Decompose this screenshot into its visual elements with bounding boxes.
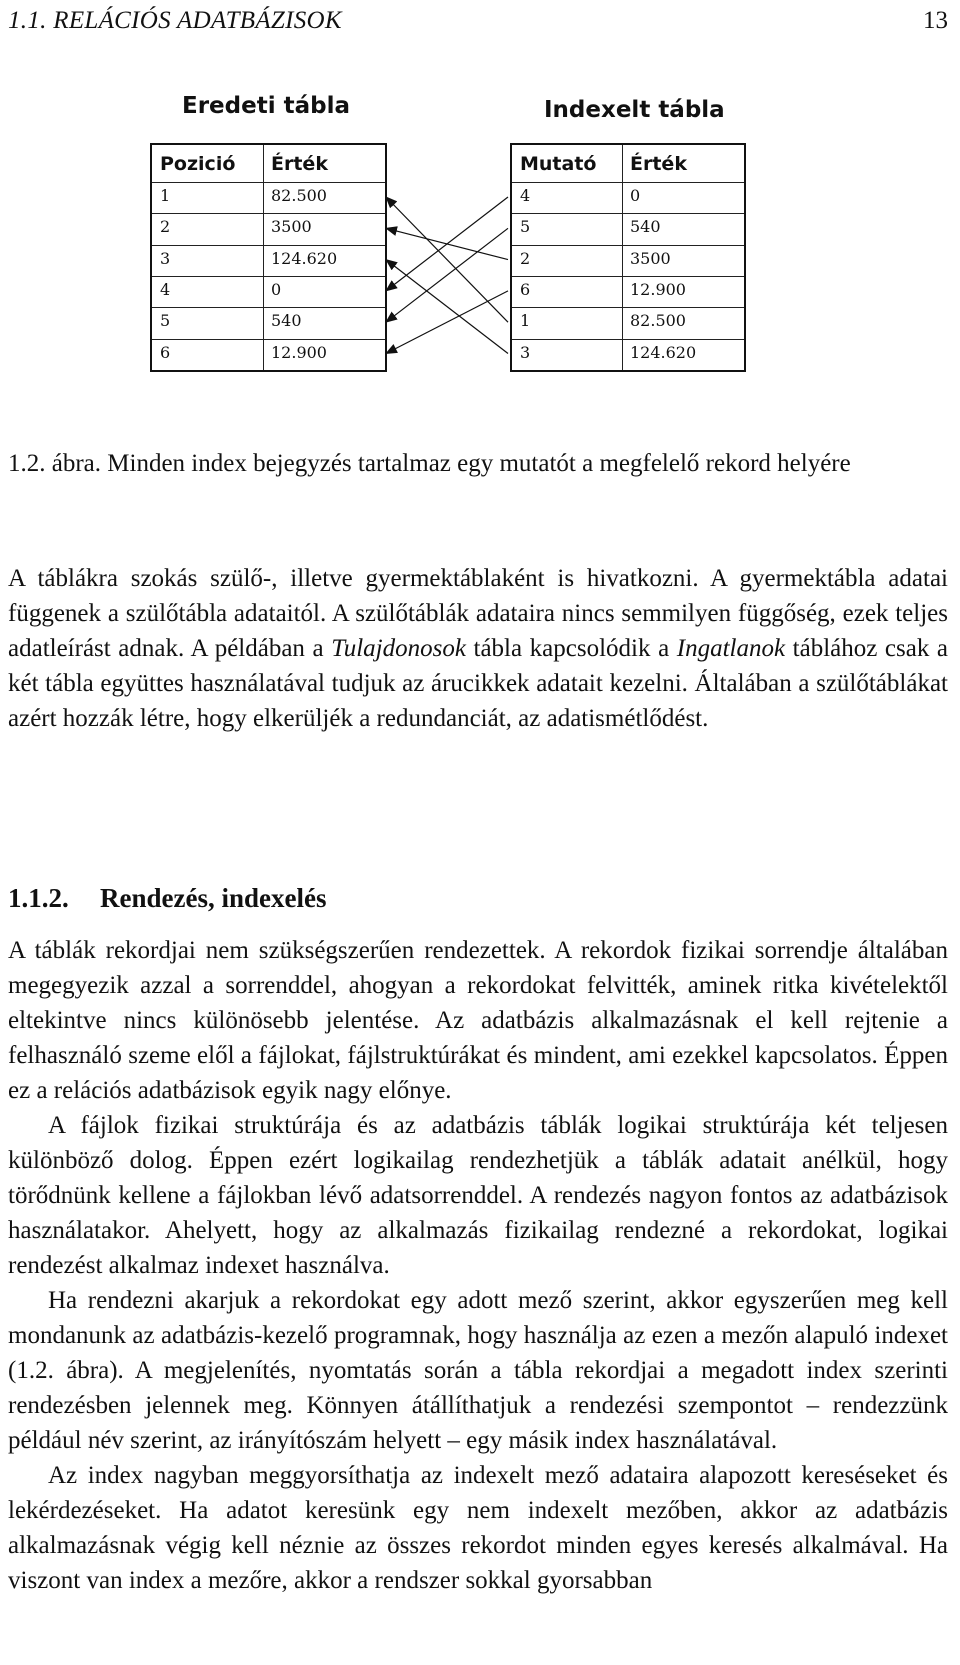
para1-text-b: tábla kapcsolódik a <box>465 635 677 662</box>
original-table-cell: 0 <box>271 279 282 299</box>
indexed-table-cell: 3500 <box>630 248 671 268</box>
indexed-table-cell: 124.620 <box>630 342 697 362</box>
pointer-arrow <box>386 228 508 322</box>
index-pointer-arrows <box>0 0 960 420</box>
para1-emph-ingatlanok: Ingatlanok <box>676 635 786 662</box>
indexed-table-cell: 6 <box>520 279 531 299</box>
original-table-cell: 5 <box>160 311 171 331</box>
pointer-arrow <box>386 197 508 322</box>
indexed-table-cell: 82.500 <box>630 311 686 331</box>
paragraph-3: Ha rendezni akarjuk a rekordokat egy adott mező szerint, akkor egyszerűen meg kell mondanunk az adatbázis-kezelő programnak, hogy használja az ezen a mezőn alapuló indexet (1.2. ábra). A megjelenítés, nyomtatás során a tábla rekordjai a megadott index szerinti rendezésben jelennek meg. Könnyen átállíthatjuk a rendezési szempontot – rendezzünk például név szerint, az irányítószám helyett – egy másik index használatával. <box>8 1287 948 1454</box>
paragraph-1: A táblák rekordjai nem szükségszerűen rendezettek. A rekordok fizikai sorrendje általában megegyezik azzal a sorrenddel, ahogyan a rekordokat felvitték, aminek ritka kivételektől eltekintve nincs különösebb jelentése. Az adatbázis alkalmazásnak el kell rejtenie a felhasználó szeme elől a fájlokat, fájlstruktúrákat és mindent, ami ezekkel kapcsolatos. Éppen ez a relációs adatbázisok egyik nagy előnye. <box>8 937 948 1104</box>
paragraph-2: A fájlok fizikai struktúrája és az adatbázis táblák logikai struktúrája két teljesen különböző dolog. Éppen ezért logikailag rendezhetjük a táblák adatait anélkül, hogy törődnünk kellene a fájlokban lévő adatsorrenddel. A rendezés nagyon fontos az adatbázisok használatakor. Ahelyett, hogy az alkalmazás fizikailag rendezné a rekordokat, logikai rendezést alkalmaz indexet használva. <box>8 1112 948 1279</box>
indexed-table-header-value: Érték <box>630 153 687 175</box>
pointer-arrow <box>386 228 508 259</box>
original-table-cell: 82.500 <box>271 186 327 205</box>
pointer-arrow <box>386 291 508 354</box>
indexed-table-cell: 0 <box>630 186 641 205</box>
indexed-table-cell: 3 <box>520 342 531 362</box>
original-table-cell: 4 <box>160 279 171 299</box>
original-table-cell: 124.620 <box>271 248 338 268</box>
indexed-table-cell: 4 <box>520 186 531 205</box>
section-body <box>8 933 948 1598</box>
para1-emph-tulajdonosok: Tulajdonosok <box>331 635 466 662</box>
section-title-text: Rendezés, indexelés <box>100 883 327 913</box>
figure-caption: 1.2. ábra. Minden index bejegyzés tartalmaz egy mutatót a megfelelő rekord helyére <box>8 450 851 477</box>
original-table-cell: 12.900 <box>271 342 327 362</box>
original-table-cell: 3 <box>160 248 171 268</box>
original-table-cell: 2 <box>160 217 171 237</box>
original-table-title: Eredeti tábla <box>182 93 350 119</box>
indexed-table-title: Indexelt tábla <box>544 97 725 123</box>
para1-text-a: A táblákra szokás szülő-, illetve gyermektáblaként is hivatkozni. A gyermektábla adatai függenek a szülőtábla adataitól. A szülőtáblák adataira nincs semmilyen függőség, ezek teljes adatleírást adnak. A példában a <box>8 565 948 662</box>
indexed-table-header-key: Mutató <box>520 153 597 175</box>
paragraph-4: Az index nagyban meggyorsíthatja az indexelt mező adataira alapozott kereséseket és lekérdezéseket. Ha adatot keresünk egy nem indexelt mezőben, akkor az adatbázis alkalmazásnak végig kell néznie az összes rekordot minden egyes keresés alkalmával. Ha viszont van index a mezőre, akkor a rendszer sokkal gyorsabban <box>8 1462 948 1594</box>
indexed-table-cell: 2 <box>520 248 531 268</box>
para1-text-c: táblához csak a két tábla együttes használatával tudjuk az árucikkek adatait kezelni. Általában a szülőtáblákat azért hozzák létre, hogy elkerüljék a redundanciát, az adatismétlődést. <box>8 635 949 732</box>
original-table-cell: 6 <box>160 342 171 362</box>
indexed-table-cell: 1 <box>520 311 531 331</box>
section-heading <box>8 880 326 916</box>
paragraph-parent-child <box>8 561 948 736</box>
indexed-table-cell: 12.900 <box>630 279 686 299</box>
original-table-cell: 3500 <box>271 217 312 237</box>
page-number: 13 <box>923 7 948 34</box>
original-table-header-value: Érték <box>271 153 328 175</box>
indexed-table-cell: 540 <box>630 217 661 237</box>
original-table-header-key: Pozició <box>160 153 236 175</box>
figure-index-diagram <box>0 0 960 420</box>
indexed-table-cell: 5 <box>520 217 531 237</box>
original-table-cell: 1 <box>160 186 171 205</box>
section-number: 1.1.2. <box>8 883 69 913</box>
chapter-title: 1.1. RELÁCIÓS ADATBÁZISOK <box>8 7 342 34</box>
pointer-arrow <box>386 260 508 354</box>
original-table-cell: 540 <box>271 311 302 331</box>
